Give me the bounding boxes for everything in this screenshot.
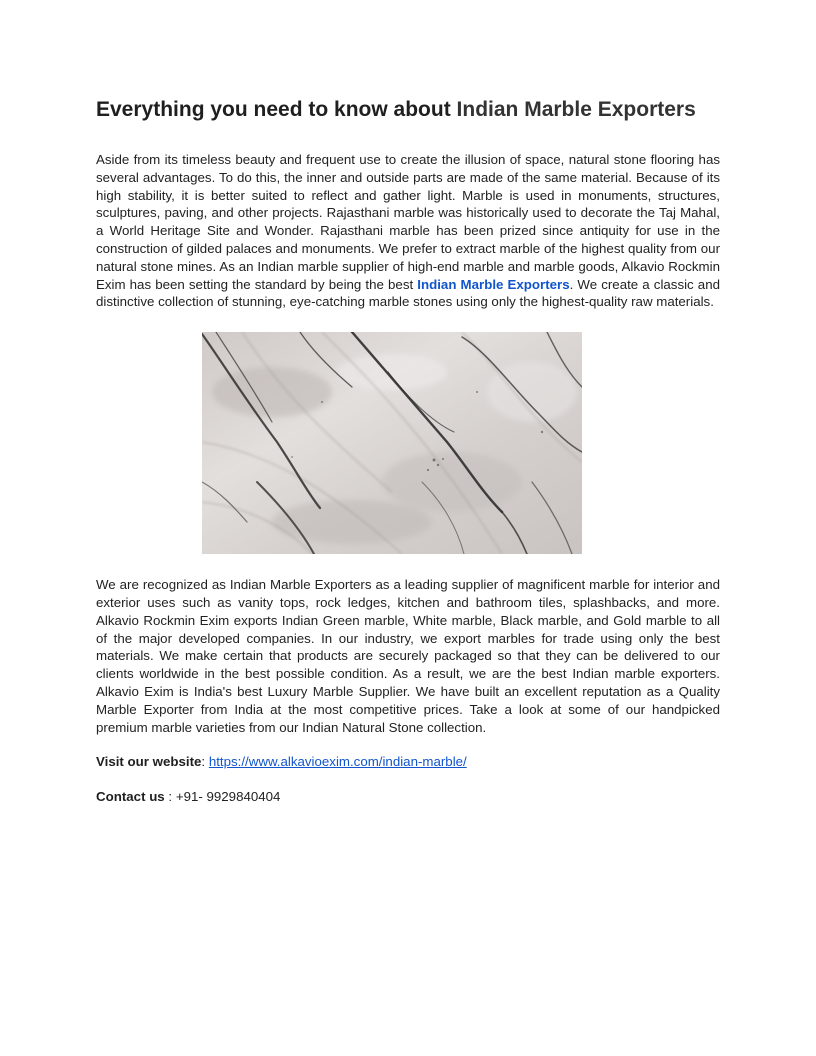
contact-separator: : <box>164 789 173 805</box>
contact-row <box>96 788 720 806</box>
page-title-highlight: Indian Marble Exporters <box>456 98 696 121</box>
contact-label: Contact us <box>96 789 165 805</box>
page-title <box>96 96 720 124</box>
website-row <box>96 753 720 771</box>
indian-marble-exporters-link[interactable]: Indian Marble Exporters <box>417 276 570 292</box>
website-label: Visit our website <box>96 754 202 770</box>
intro-text-continued: . We create a classic and distinctive collection of stunning, eye-catching marble stones using only the highest-quality raw materials. <box>96 276 720 310</box>
marble-texture-image <box>202 332 582 554</box>
document-page <box>96 96 720 806</box>
marble-photo <box>202 332 582 554</box>
website-separator: : <box>201 754 206 770</box>
intro-text: Aside from its timeless beauty and frequent use to create the illusion of space, natural stone flooring has several advantages. To do this, the inner and outside parts are made of the same material. Because of its high stability, it is better suited to reflect and gather light. Marble is used in monuments, structures, sculptures, paving, and other projects. Rajasthani marble was historically used to decorate the Taj Mahal, a World Heritage Site and Wonder. Rajasthani marble has been prized since antiquity for use in the construction of gilded palaces and monuments. We prefer to extract marble of the highest quality from our natural stone mines. As an Indian marble supplier of high-end marble and marble goods, Alkavio Rockmin Exim has been setting the standard by being the best <box>96 152 720 292</box>
recognized-paragraph: We are recognized as Indian Marble Exporters as a leading supplier of magnificent marble for interior and exterior uses such as vanity tops, rock ledges, kitchen and bathroom tiles, splashbacks, and more. Alkavio Rockmin Exim exports Indian Green marble, White marble, Black marble, and Gold marble to all of the major developed companies. In our industry, we export marbles for trade using only the best materials. We make certain that products are securely packaged so that they can be delivered to our clients worldwide in the best possible condition. As a result, we are the best Indian marble exporters. Alkavio Exim is India's best Luxury Marble Supplier. We have built an excellent reputation as a Quality Marble Exporter from India at the most competitive prices. Take a look at some of our handpicked premium marble varieties from our Indian Natural Stone collection. <box>96 577 720 735</box>
intro-paragraph <box>96 151 720 311</box>
website-link[interactable]: https://www.alkavioexim.com/indian-marble/ <box>208 754 467 770</box>
page-title-prefix: Everything you need to know about <box>96 98 451 121</box>
contact-phone: +91- 9929840404 <box>175 789 281 805</box>
